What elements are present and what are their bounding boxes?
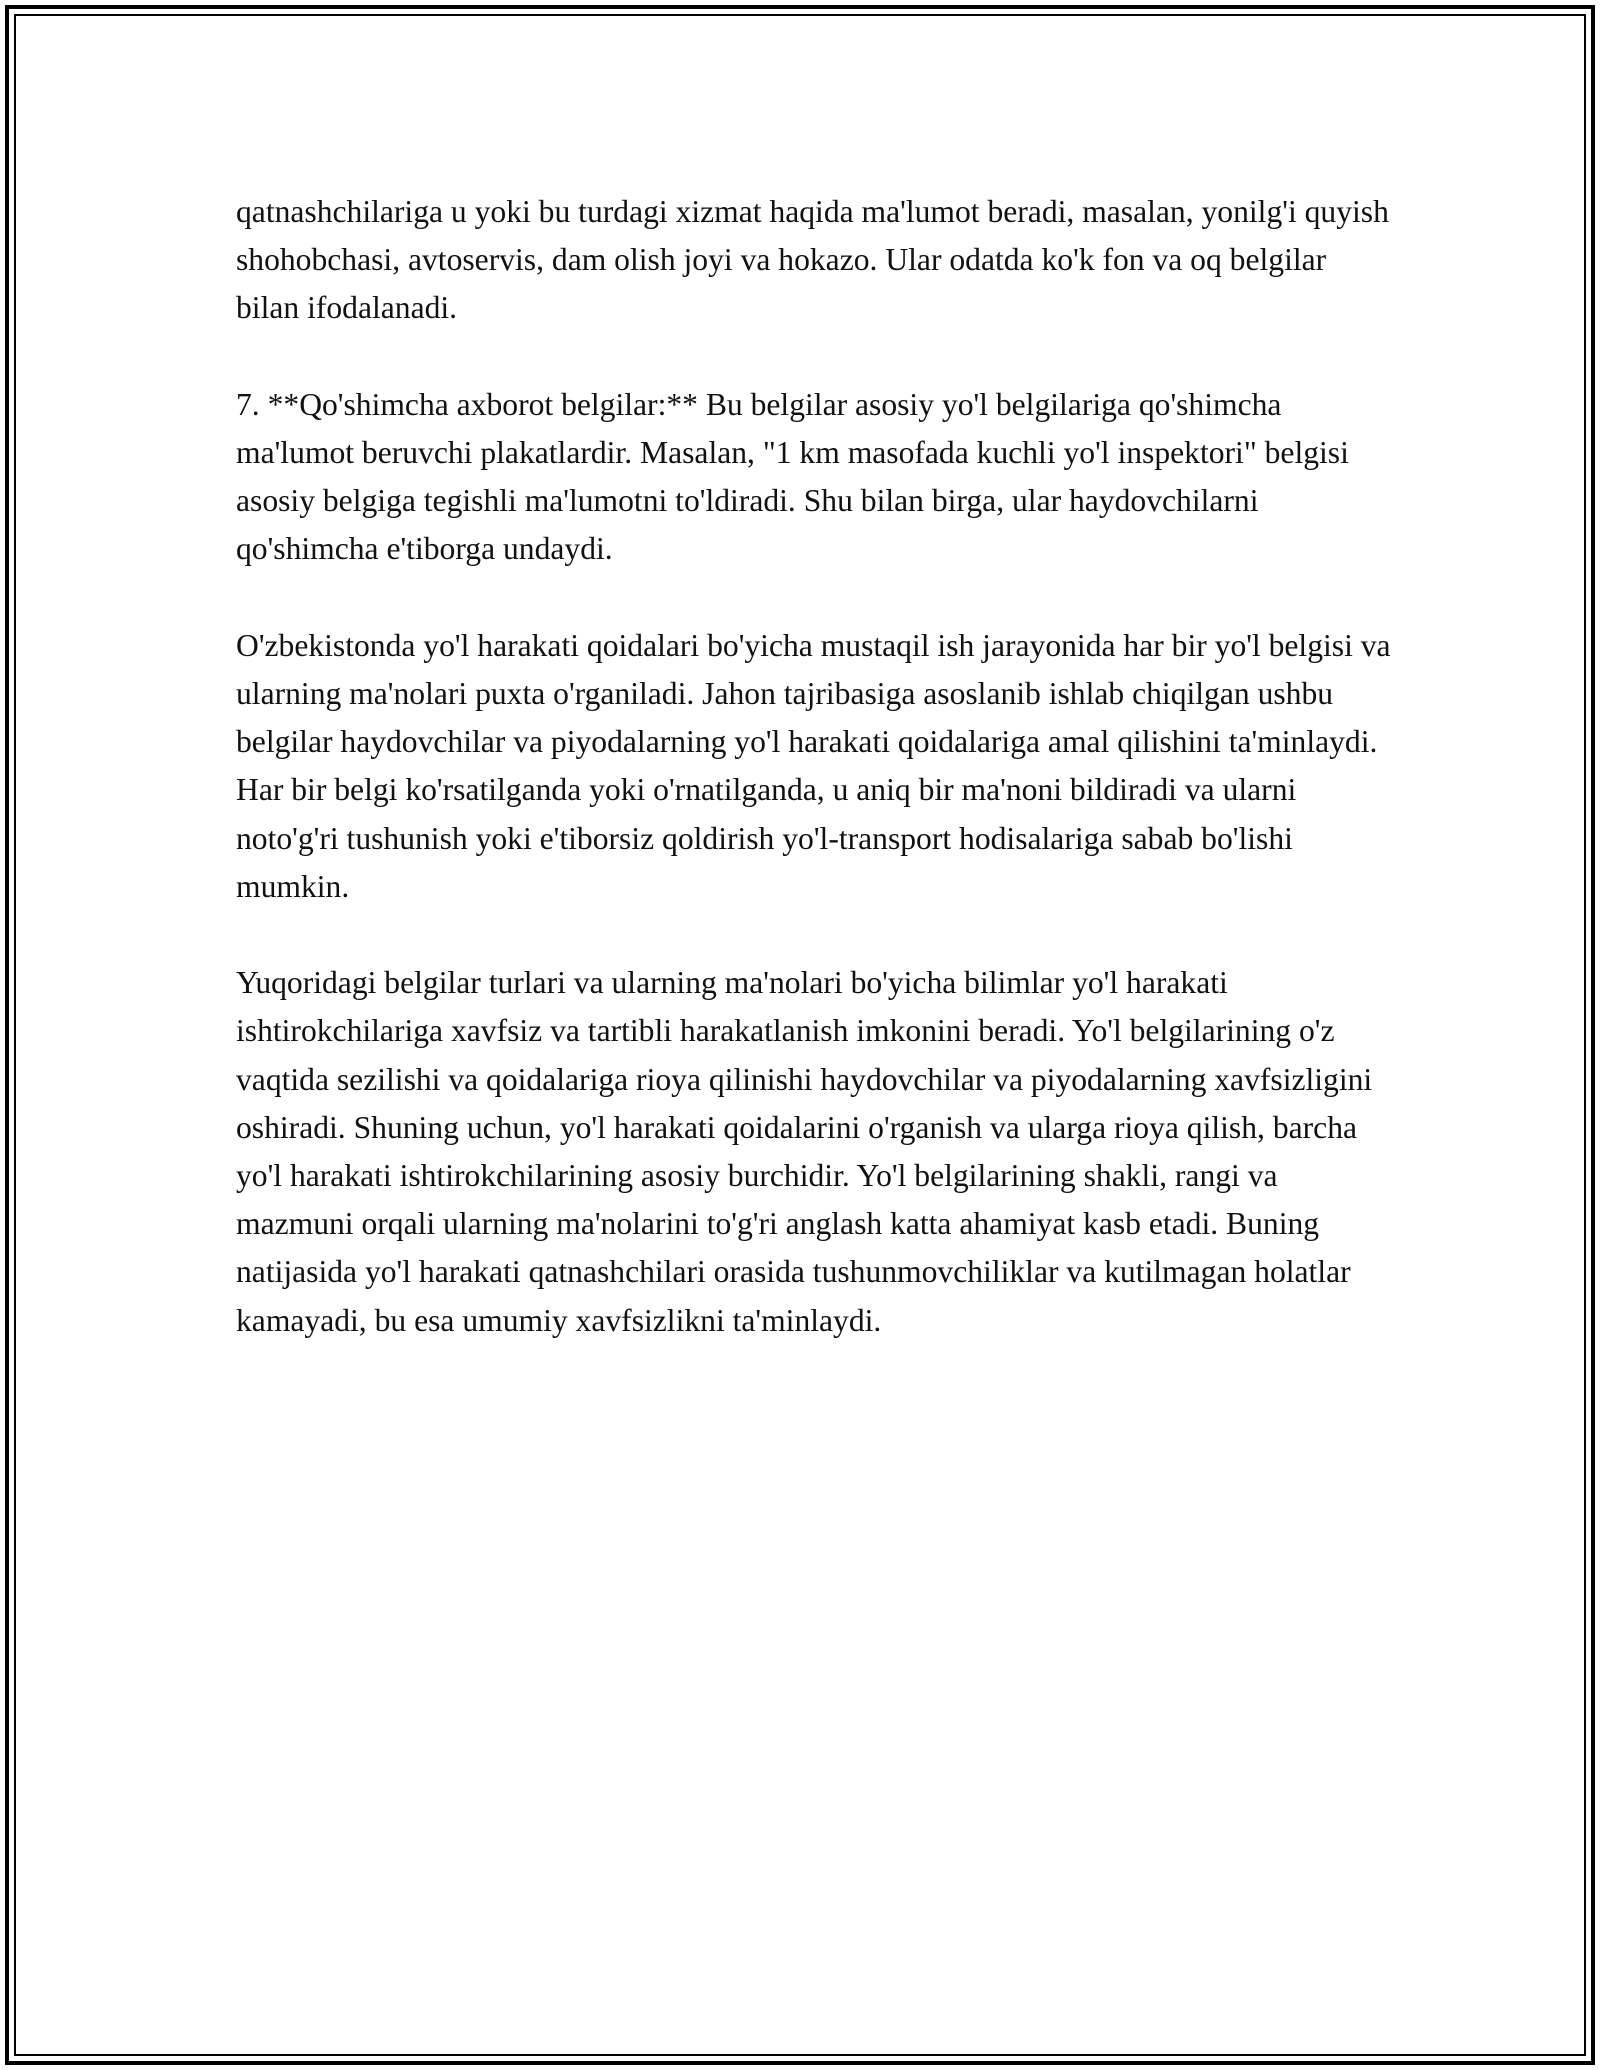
paragraph-additional-info-signs: 7. **Qo'shimcha axborot belgilar:** Bu belgilar asosiy yo'l belgilariga qo'shimcha ma'lumot beruvchi plakatlardir. Masalan, "1 km masofada kuchli yo'l inspektori" belgisi asosiy belgiga tegishli ma'lumotni to'ldiradi. Shu bilan birga, ular haydovchilarni qo'shimcha e'tiborga undaydi. (236, 386, 1349, 567)
paragraph-uzbekistan-study: O'zbekistonda yo'l harakati qoidalari bo'yicha mustaqil ish jarayonida har bir yo'l belgisi va ularning ma'nolari puxta o'rganiladi. Jahon tajribasiga asoslanib ishlab chiqilgan ushbu belgilar haydovchilar va piyodalarning yo'l harakati qoidalariga amal qilishini ta'minlaydi. Har bir belgi ko'rsatilganda yoki o'rnatilganda, u aniq bir ma'noni bildiradi va ularni noto'g'ri tushunish yoki e'tiborsiz qoldirish yo'l-transport hodisalariga sabab bo'lishi mumkin. (236, 627, 1391, 904)
paragraph-conclusion: Yuqoridagi belgilar turlari va ularning ma'nolari bo'yicha bilimlar yo'l harakati ishtirokchilariga xavfsiz va tartibli harakatlanish imkonini beradi. Yo'l belgilarining o'z vaqtida sezilishi va qoidalariga rioya qilinishi haydovchilar va piyodalarning xavfsizligini oshiradi. Shuning uchun, yo'l harakati qoidalarini o'rganish va ularga rioya qilish, barcha yo'l harakati ishtirokchilarining asosiy burchidir. Yo'l belgilarining shakli, rangi va mazmuni orqali ularning ma'nolarini to'g'ri anglash katta ahamiyat kasb etadi. Buning natijasida yo'l harakati qatnashchilari orasida tushunmovchiliklar va kutilmagan holatlar kamayadi, bu esa umumiy xavfsizlikni ta'minlaydi. (236, 965, 1373, 1338)
document-body (236, 188, 1396, 1393)
paragraph-service-signs: qatnashchilariga u yoki bu turdagi xizmat haqida ma'lumot beradi, masalan, yonilg'i quyish shohobchasi, avtoservis, dam olish joyi va hokazo. Ular odatda ko'k fon va oq belgilar bilan ifodalanadi. (236, 194, 1389, 326)
